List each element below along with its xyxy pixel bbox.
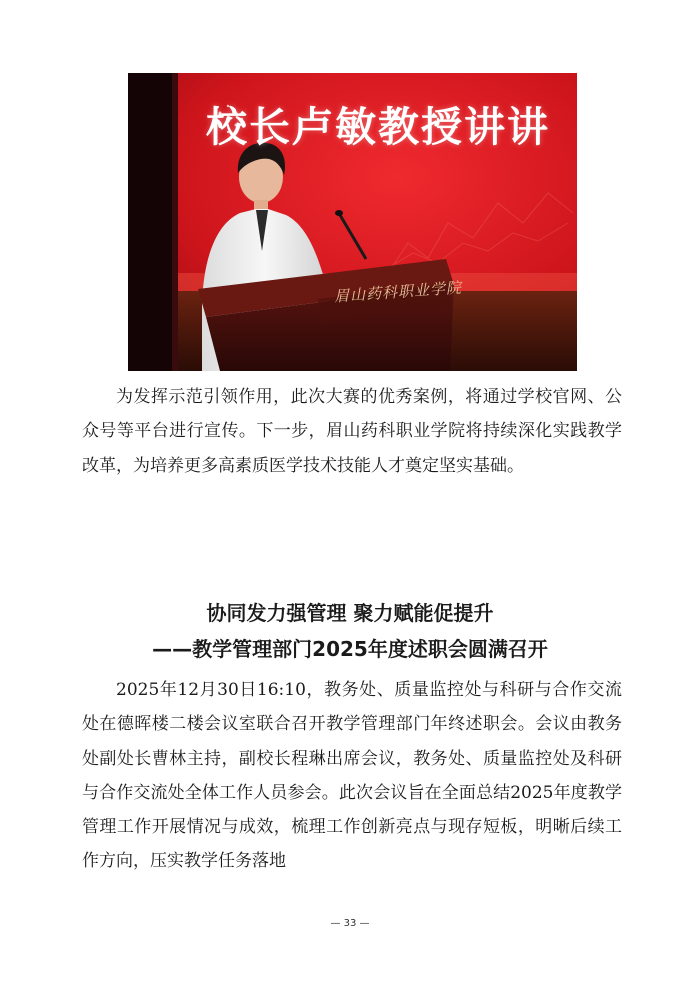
page-number: — 33 — xyxy=(330,918,370,929)
article-body: 2025年12月30日16:10，教务处、质量监控处与科研与合作交流处在德晖楼二楼会议室联合召开教学管理部门年终述职会。会议由教务处副处长曹林主持，副校长程琳出席会议，教务处、质量监控处及科研与合作交流处全体工作人员参会。此次会议旨在全面总结2025年度教学管理工作开展情况与成效，梳理工作创新亮点与现存短板，明晰后续工作方向，压实教学任务落地 xyxy=(82,680,622,872)
speaker-photo xyxy=(128,73,577,371)
banner-text: 校长卢敏教授讲讲 xyxy=(206,103,550,151)
podium-label: 眉山药科职业学院 xyxy=(333,278,463,306)
article-subtitle: ——教学管理部门2025年度述职会圆满召开 xyxy=(152,637,548,661)
article-title: 协同发力强管理 聚力赋能促提升 xyxy=(206,601,494,625)
paragraph-1: 为发挥示范引领作用，此次大赛的优秀案例，将通过学校官网、公众号等平台进行宣传。下一步，眉山药科职业学院将持续深化实践教学改革，为培养更多高素质医学技术技能人才奠定坚实基础。 xyxy=(82,387,622,476)
